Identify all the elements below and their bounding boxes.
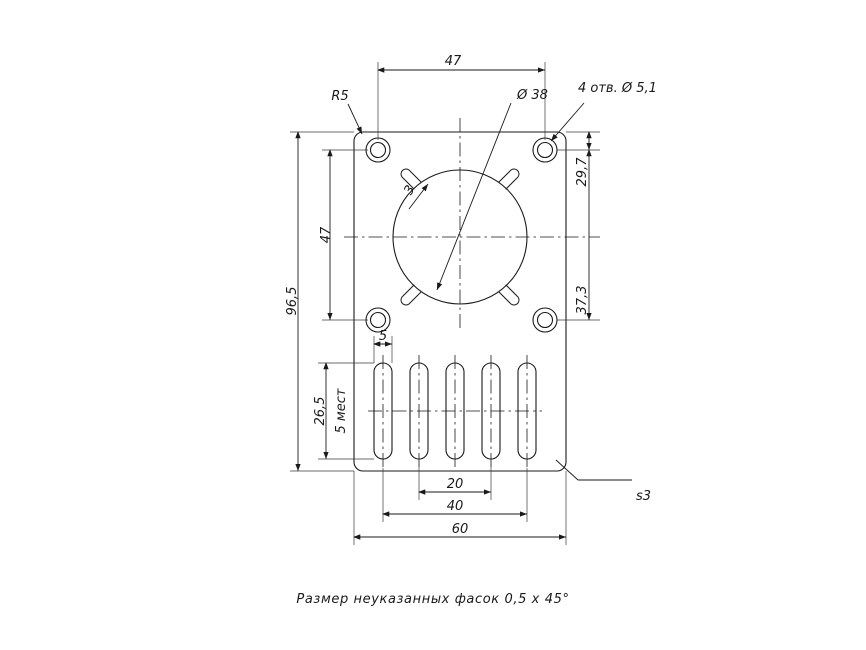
dim-29-7: 29,7 bbox=[575, 157, 590, 187]
slots-count-label: 5 мест bbox=[334, 388, 349, 434]
label-chamfer-3: 3 bbox=[401, 182, 419, 198]
dim-37-3: 37,3 bbox=[575, 285, 590, 315]
dim-96-5: 96,5 bbox=[285, 286, 300, 316]
dim-47-left: 47 bbox=[319, 226, 334, 244]
dim-47-top: 47 bbox=[444, 54, 462, 69]
label-r5: R5 bbox=[331, 89, 349, 104]
dim-26-5: 26,5 bbox=[313, 396, 328, 426]
label-s3: s3 bbox=[636, 489, 652, 504]
dim-60: 60 bbox=[451, 522, 469, 537]
mounting-holes bbox=[366, 138, 557, 332]
chamfer-note: Размер неуказанных фасок 0,5 x 45° bbox=[296, 592, 570, 607]
label-dia-38: Ø 38 bbox=[517, 88, 548, 103]
dim-20: 20 bbox=[446, 477, 464, 492]
dim-40: 40 bbox=[446, 499, 464, 514]
extension-lines bbox=[290, 62, 600, 545]
label-4-holes: 4 отв. Ø 5,1 bbox=[578, 81, 657, 96]
dimension-lines bbox=[298, 70, 589, 537]
centerlines bbox=[344, 118, 600, 468]
dimension-text bbox=[285, 54, 657, 537]
dim-5-slot-width: 5 bbox=[378, 329, 388, 344]
